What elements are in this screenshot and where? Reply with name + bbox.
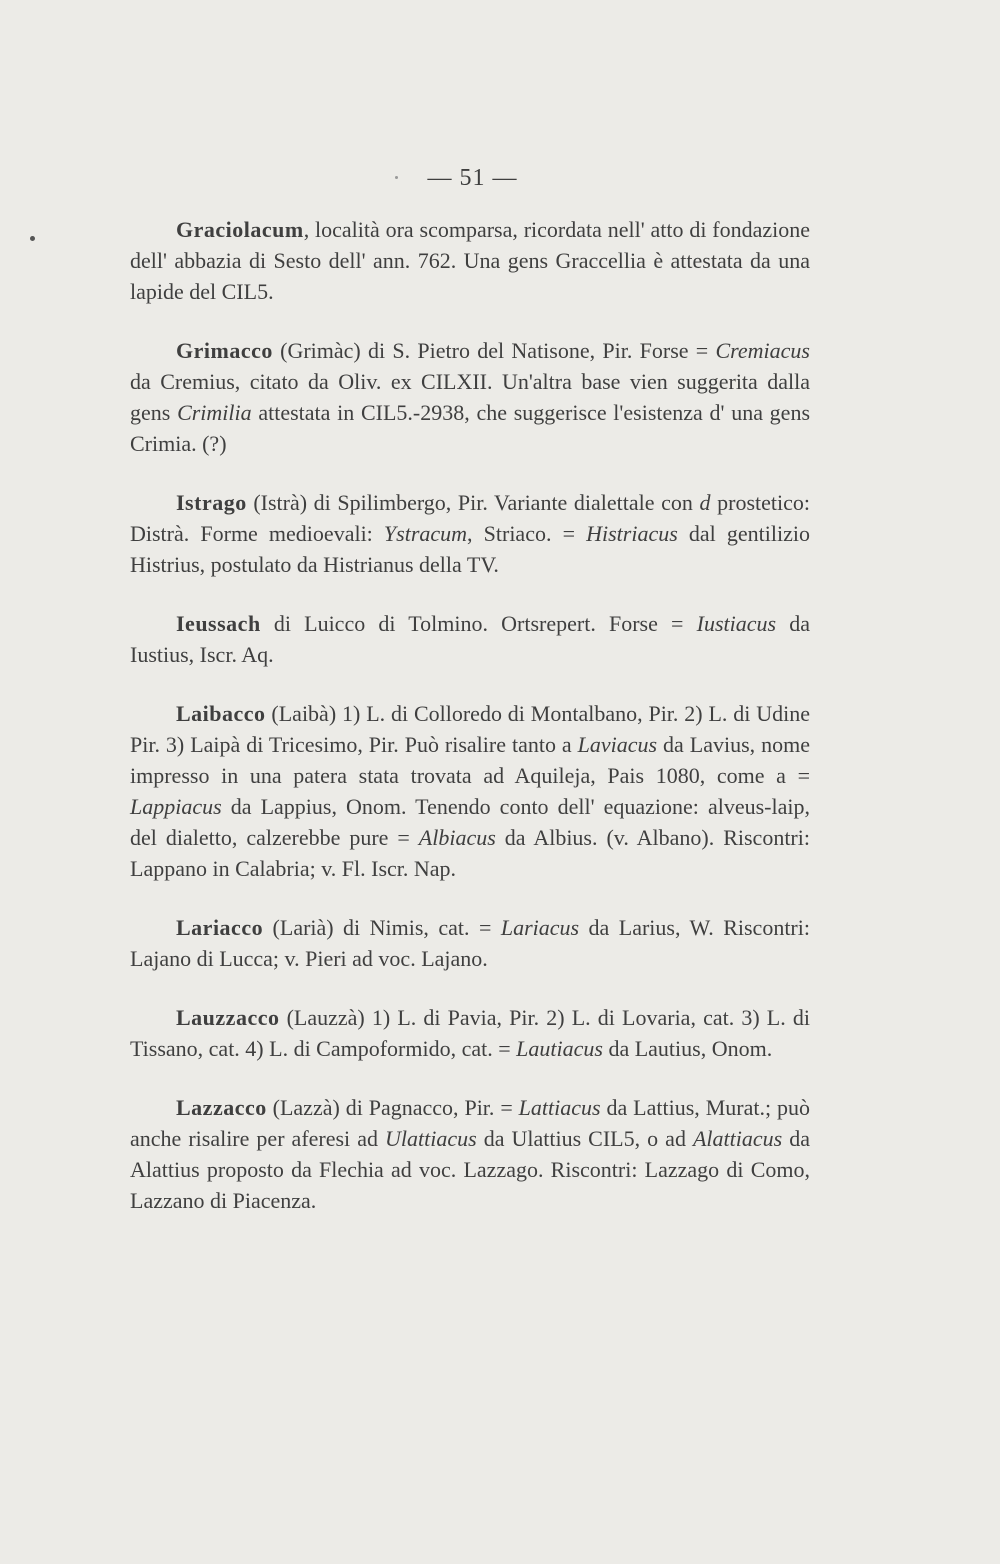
entry-text: da Iustius, Iscr. Aq.	[130, 611, 811, 667]
entry-text: attestata in CIL5.-2938, che suggerisce l'esistenza d' una gens Crimia. (?)	[130, 400, 811, 456]
italic-term: Ulattiacus	[385, 1126, 477, 1151]
margin-mark	[30, 236, 35, 241]
entry-text: , località ora scomparsa, ricordata nell' atto di fondazione dell' abbazia di Sesto dell' ann. 762. Una gens Graccellia è attestata da una lapide del CIL5.	[130, 217, 810, 304]
italic-term: Iustiacus	[696, 611, 777, 636]
entry-headword: Graciolacum	[176, 217, 304, 242]
entry-text: prostetico: Distrà. Forme medioevali:	[130, 490, 810, 546]
entry-headword: Lariacco	[176, 915, 264, 940]
italic-term: Cremiacus	[715, 338, 810, 363]
entry-text: da Cremius, citato da Oliv. ex CILXII. Un'altra base vien suggerita dalla gens	[130, 369, 810, 425]
entry-text: da Ulattius CIL5, o ad	[476, 1126, 693, 1151]
entry-grimacco	[130, 335, 810, 459]
entry-headword: Grimacco	[176, 338, 273, 363]
entry-text: (Lazzà) di Pagnacco, Pir. =	[266, 1095, 519, 1120]
entry-lazzacco	[130, 1092, 810, 1216]
italic-term: Lattiacus	[518, 1095, 601, 1120]
italic-term: Albiacus	[418, 825, 496, 850]
entry-text: da Albius. (v. Albano). Riscontri: Lappano in Calabria; v. Fl. Iscr. Nap.	[130, 825, 810, 881]
entry-text: da Lautius, Onom.	[602, 1036, 773, 1061]
entry-text: , Striaco. =	[467, 521, 587, 546]
entry-istrago	[130, 487, 810, 580]
entry-text: di Luicco di Tolmino. Ortsrepert. Forse =	[260, 611, 697, 636]
entry-text: (Grimàc) di S. Pietro del Natisone, Pir. Forse =	[272, 338, 716, 363]
entry-text: da Lappius, Onom. Tenendo conto dell' equazione: alveus-laip, del dialetto, calzerebbe pure =	[130, 794, 810, 850]
italic-term: Histriacus	[586, 521, 678, 546]
entry-text: (Laibà) 1) L. di Colloredo di Montalbano, Pir. 2) L. di Udine Pir. 3) Laipà di Tricesimo, Pir. Può risalire tanto a	[130, 701, 810, 757]
entry-headword: Lauzzacco	[176, 1005, 280, 1030]
entry-text: da Lavius, nome impresso in una patera stata trovata ad Aquileja, Pais 1080, come a =	[130, 732, 810, 788]
italic-term: Alattiacus	[692, 1126, 783, 1151]
entry-headword: Istrago	[176, 490, 247, 515]
entry-text: da Alattius proposto da Flechia ad voc. Lazzago. Riscontri: Lazzago di Como, Lazzano di Piacenza.	[130, 1126, 810, 1213]
entry-headword: Lazzacco	[176, 1095, 267, 1120]
entry-headword: Laibacco	[176, 701, 266, 726]
italic-term: Ystracum	[383, 521, 468, 546]
entry-text: da Larius, W. Riscontri: Lajano di Lucca; v. Pieri ad voc. Lajano.	[130, 915, 810, 971]
italic-term: Crimilia	[177, 400, 252, 425]
entry-text: da Lattius, Murat.; può anche risalire per aferesi ad	[130, 1095, 810, 1151]
page-number: — 51 —	[427, 165, 518, 191]
entry-ieussach	[130, 608, 810, 670]
entry-text: (Larià) di Nimis, cat. =	[263, 915, 501, 940]
entry-lauzzacco	[130, 1002, 810, 1064]
italic-term: Laviacus	[577, 732, 658, 757]
italic-term: d	[699, 490, 711, 515]
entry-text: (Istrà) di Spilimbergo, Pir. Variante dialettale con	[246, 490, 700, 515]
entry-text: (Lauzzà) 1) L. di Pavia, Pir. 2) L. di Lovaria, cat. 3) L. di Tissano, cat. 4) L. di Campoformido, cat. =	[130, 1005, 810, 1061]
italic-term: Lappiacus	[130, 794, 222, 819]
entry-headword: Ieussach	[176, 611, 261, 636]
entry-laibacco	[130, 698, 810, 884]
entry-text: dal gentilizio Histrius, postulato da Histrianus della TV.	[130, 521, 810, 577]
entry-list	[130, 214, 810, 1244]
italic-term: Lautiacus	[516, 1036, 603, 1061]
entry-lariacco	[130, 912, 810, 974]
entry-graciolacum	[130, 214, 810, 307]
italic-term: Lariacus	[500, 915, 580, 940]
